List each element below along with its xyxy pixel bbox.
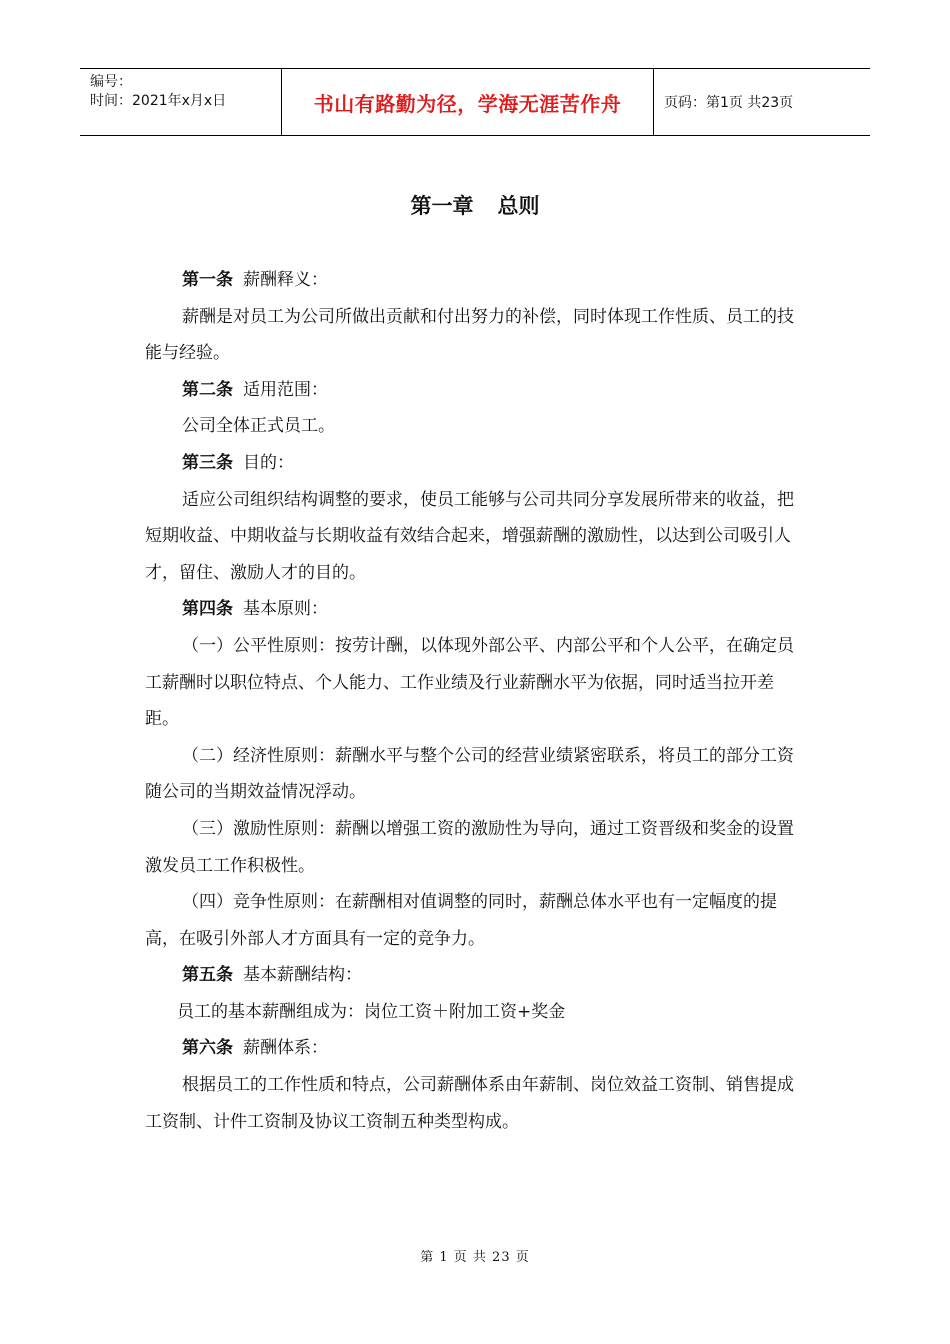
article-paragraph: 薪酬是对员工为公司所做出贡献和付出努力的补偿，同时体现工作性质、员工的技能与经验。 [145,306,794,364]
article-number: 第五条 [182,965,233,986]
chapter-number: 第一章 [410,194,474,218]
article-title: 薪酬释义： [243,270,328,290]
document-body [145,262,805,1140]
article-number: 第一条 [182,270,233,290]
article-number: 第三条 [182,452,233,473]
article-heading [145,262,805,299]
page-info: 页码：第1页 共23页 [664,95,794,111]
article-paragraph: （一）公平性原则：按劳计酬，以体现外部公平、内部公平和个人公平，在确定员工薪酬时以职位特点、个人能力、工作业绩及行业薪酬水平为依据，同时适当拉开差距。 [145,635,794,730]
page-footer [0,1246,950,1265]
article-title: 薪酬体系： [243,1038,328,1059]
article-heading [145,1030,805,1067]
article-title: 基本薪酬结构： [243,965,362,986]
header-meta-cell [80,69,282,135]
article-title: 目的： [243,452,294,473]
article-title: 基本原则： [243,599,328,620]
footer-page-number: 第 1 页 共 23 页 [420,1250,530,1265]
article-heading [145,591,805,628]
article-paragraph: 员工的基本薪酬组成为：岗位工资＋附加工资+奖金 [177,1001,566,1022]
article-paragraph: 适应公司组织结构调整的要求，使员工能够与公司共同分享发展所带来的收益，把短期收益、中期收益与长期收益有效结合起来，增强薪酬的激励性，以达到公司吸引人才，留住、激励人才的目的。 [145,489,794,583]
article-heading [145,372,805,409]
article-paragraph: 根据员工的工作性质和特点，公司薪酬体系由年薪制、岗位效益工资制、销售提成工资制、计件工资制及协议工资制五种类型构成。 [145,1075,794,1132]
article-heading [145,957,805,994]
article-paragraph: （三）激励性原则：薪酬以增强工资的激励性为导向，通过工资晋级和奖金的设置激发员工工作积极性。 [145,818,794,876]
article-heading [145,445,805,482]
chapter-name: 总则 [497,194,540,218]
article-paragraph: （二）经济性原则：薪酬水平与整个公司的经营业绩紧密联系，将员工的部分工资随公司的当期效益情况浮动。 [145,745,794,803]
date-line: 时间：2021年x月x日 [90,93,227,109]
header-slogan-cell [282,69,654,135]
article-number: 第二条 [182,379,233,400]
chapter-title [0,190,950,220]
article-paragraph: 公司全体正式员工。 [182,416,335,437]
slogan-text: 书山有路勤为径，学海无涯苦作舟 [313,91,622,116]
article-number: 第六条 [182,1038,233,1059]
document-header [80,68,870,136]
header-page-cell [654,69,870,135]
article-number: 第四条 [182,599,233,620]
article-title: 适用范围： [243,379,328,400]
serial-number-label: 编号： [90,74,132,90]
article-paragraph: （四）竞争性原则：在薪酬相对值调整的同时，薪酬总体水平也有一定幅度的提高，在吸引外部人才方面具有一定的竞争力。 [145,892,777,949]
